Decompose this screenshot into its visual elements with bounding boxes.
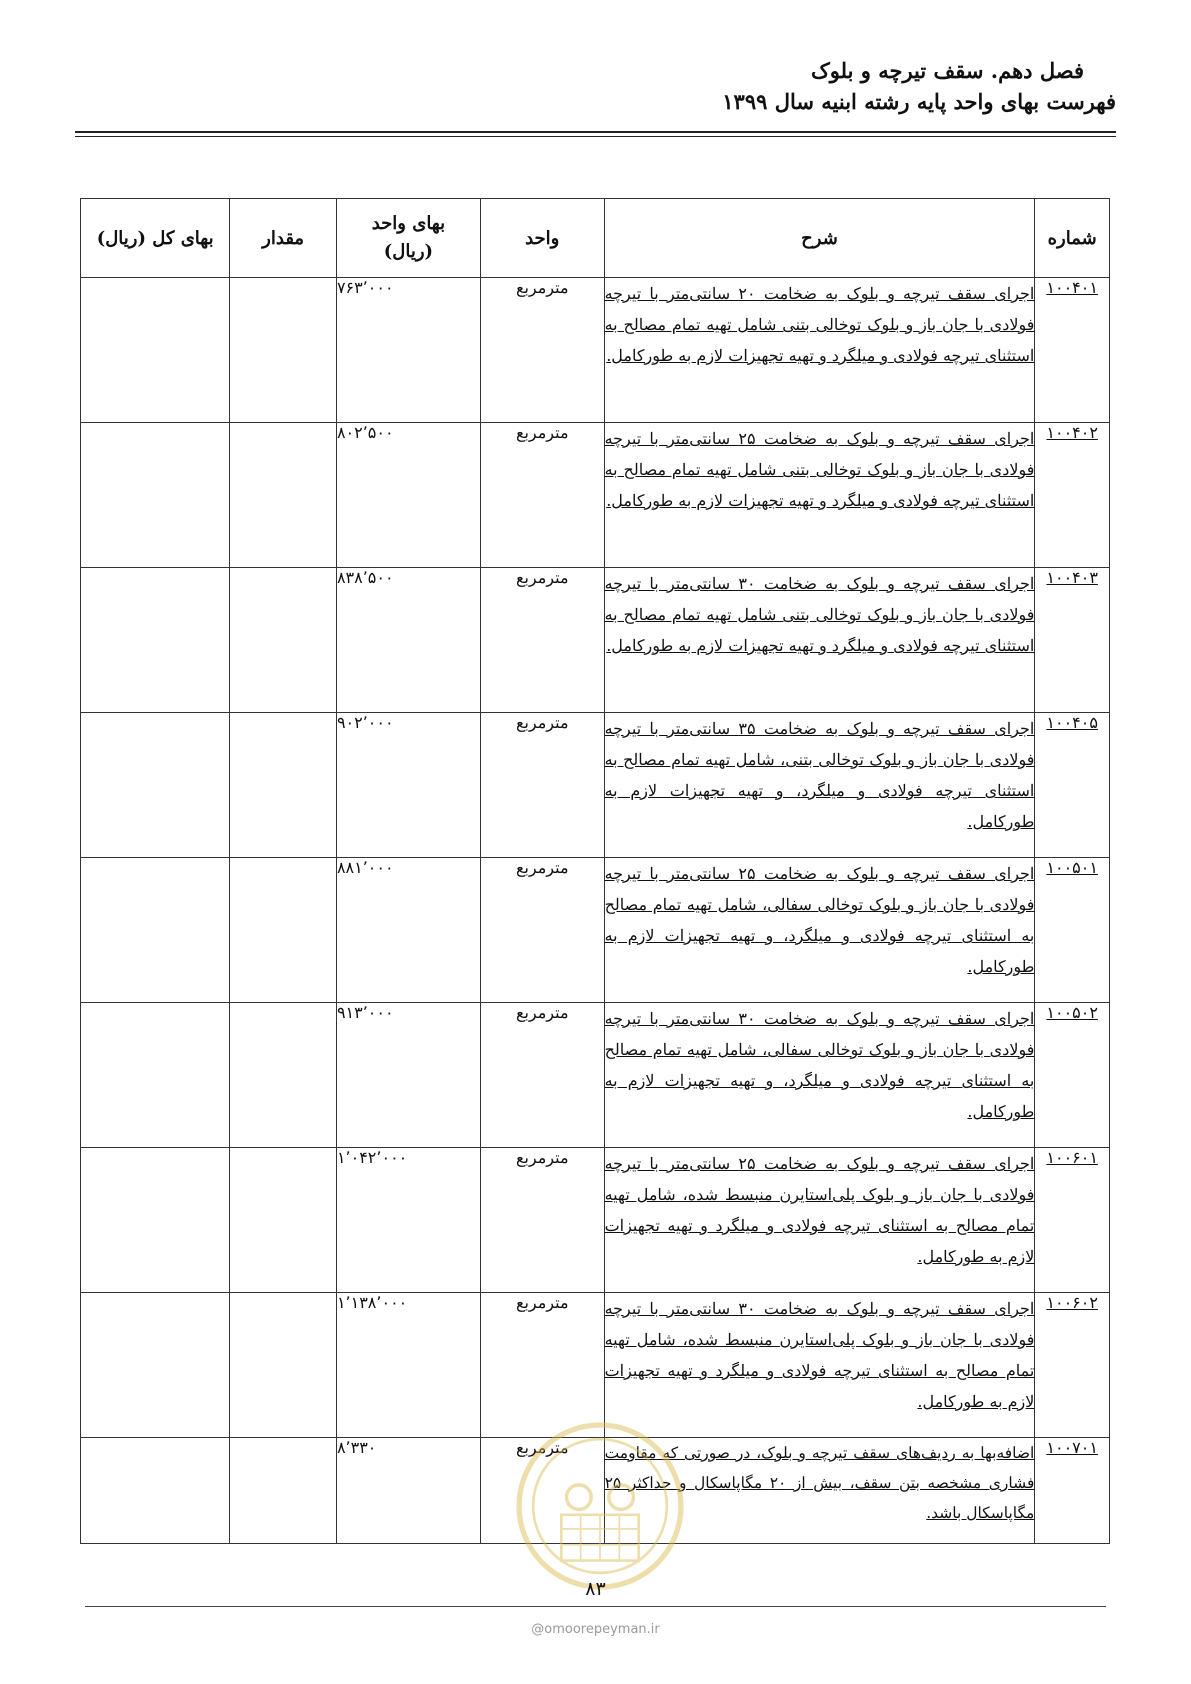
- column-header-description: شرح: [604, 199, 1035, 278]
- item-description-text: اضافه‌بها به ردیف‌های سقف تیرچه و بلوک، در صورتی که مقاومت فشاری مشخصه بتن سقف، بیش از ۲۰ مگاپاسکال و حداکثر ۲۵ مگاپاسکال باشد.: [604, 1444, 1035, 1522]
- item-code: ۱۰۰۵۰۲: [1035, 1003, 1110, 1148]
- item-unit-price: ۷۶۳٬۰۰۰: [336, 278, 480, 423]
- item-quantity: [230, 713, 337, 858]
- item-quantity: [230, 1003, 337, 1148]
- table-row: [81, 1003, 1110, 1148]
- item-code: ۱۰۰۴۰۳: [1035, 568, 1110, 713]
- item-description: [604, 568, 1035, 713]
- item-total: [81, 713, 230, 858]
- item-quantity: [230, 568, 337, 713]
- document-subtitle: فهرست بهای واحد پایه رشته ابنیه سال ۱۳۹۹: [722, 89, 1116, 114]
- item-unit: مترمربع: [480, 1293, 604, 1438]
- item-description-text: اجرای سقف تیرچه و بلوک به ضخامت ۲۵ سانتی‌متر با تیرچه فولادی با جان باز و بلوک پلی‌استایرن منبسط شده، شامل تهیه تمام مصالح به استثنای تیرچه فولادی و میلگرد و تهیه تجهیزات لازم به طورکامل.: [604, 1154, 1035, 1266]
- item-description: [604, 278, 1035, 423]
- table-row: [81, 423, 1110, 568]
- item-quantity: [230, 858, 337, 1003]
- item-description: [604, 1148, 1035, 1293]
- table-row: [81, 713, 1110, 858]
- item-total: [81, 858, 230, 1003]
- item-code: ۱۰۰۴۰۵: [1035, 713, 1110, 858]
- item-description: [604, 1293, 1035, 1438]
- table-row: [81, 1148, 1110, 1293]
- item-quantity: [230, 1293, 337, 1438]
- column-header-unit: واحد: [480, 199, 604, 278]
- item-unit-price: ۸٬۳۳۰: [336, 1438, 480, 1544]
- item-description-text: اجرای سقف تیرچه و بلوک به ضخامت ۳۰ سانتی‌متر با تیرچه فولادی با جان باز و بلوک توخالی سفالی، شامل تهیه تمام مصالح به استثنای تیرچه فولادی و میلگرد، و تهیه تجهیزات لازم به طورکامل.: [604, 1009, 1035, 1121]
- footer-rule: [85, 1606, 1106, 1607]
- item-unit-price: ۸۸۱٬۰۰۰: [336, 858, 480, 1003]
- item-total: [81, 568, 230, 713]
- page-header: [722, 56, 1116, 118]
- item-description-text: اجرای سقف تیرچه و بلوک به ضخامت ۲۵ سانتی‌متر با تیرچه فولادی با جان باز و بلوک توخالی سفالی، شامل تهیه تمام مصالح به استثنای تیرچه فولادی و میلگرد، و تهیه تجهیزات لازم به طورکامل.: [604, 864, 1035, 976]
- column-header-unit-price: بهای واحد (ریال): [336, 199, 480, 278]
- item-unit-price: ۱٬۱۳۸٬۰۰۰: [336, 1293, 480, 1438]
- table-row: [81, 568, 1110, 713]
- column-header-quantity: مقدار: [230, 199, 337, 278]
- item-quantity: [230, 1148, 337, 1293]
- item-description-text: اجرای سقف تیرچه و بلوک به ضخامت ۳۰ سانتی‌متر با تیرچه فولادی با جان باز و بلوک پلی‌استایرن منبسط شده، شامل تهیه تمام مصالح به استثنای تیرچه فولادی و میلگرد و تهیه تجهیزات لازم به طورکامل.: [604, 1299, 1035, 1411]
- price-list-table: [80, 198, 1110, 1544]
- item-description: [604, 713, 1035, 858]
- page-number: ۸۳: [585, 1578, 606, 1600]
- item-total: [81, 423, 230, 568]
- item-total: [81, 278, 230, 423]
- item-unit-price: ۸۰۲٬۵۰۰: [336, 423, 480, 568]
- item-description-text: اجرای سقف تیرچه و بلوک به ضخامت ۲۵ سانتی‌متر با تیرچه فولادی با جان باز و بلوک توخالی بتنی شامل تهیه تمام مصالح به استثنای تیرچه فولادی و میلگرد و تهیه تجهیزات لازم به طورکامل.: [604, 429, 1035, 510]
- item-total: [81, 1293, 230, 1438]
- table-header-row: [81, 199, 1110, 278]
- item-unit: مترمربع: [480, 713, 604, 858]
- item-quantity: [230, 423, 337, 568]
- item-code: ۱۰۰۷۰۱: [1035, 1438, 1110, 1544]
- item-quantity: [230, 1438, 337, 1544]
- watermark-logo: [512, 1418, 688, 1594]
- header-rule-thin: [75, 136, 1116, 137]
- item-unit: مترمربع: [480, 423, 604, 568]
- item-description-text: اجرای سقف تیرچه و بلوک به ضخامت ۳۵ سانتی‌متر با تیرچه فولادی با جان باز و بلوک توخالی بتنی، شامل تهیه تمام مصالح به استثنای تیرچه فولادی و میلگرد، و تهیه تجهیزات لازم به طورکامل.: [604, 719, 1035, 831]
- item-code: ۱۰۰۴۰۲: [1035, 423, 1110, 568]
- watermark-text: @omoorepeyman.ir: [531, 1622, 660, 1637]
- item-total: [81, 1438, 230, 1544]
- item-unit: مترمربع: [480, 568, 604, 713]
- item-unit-price: ۹۱۳٬۰۰۰: [336, 1003, 480, 1148]
- item-code: ۱۰۰۵۰۱: [1035, 858, 1110, 1003]
- item-description: [604, 1003, 1035, 1148]
- item-code: ۱۰۰۴۰۱: [1035, 278, 1110, 423]
- item-unit: مترمربع: [480, 1003, 604, 1148]
- item-unit-price: ۱٬۰۴۲٬۰۰۰: [336, 1148, 480, 1293]
- item-unit: مترمربع: [480, 1438, 604, 1544]
- item-description-text: اجرای سقف تیرچه و بلوک به ضخامت ۳۰ سانتی‌متر با تیرچه فولادی با جان باز و بلوک توخالی بتنی شامل تهیه تمام مصالح به استثنای تیرچه فولادی و میلگرد و تهیه تجهیزات لازم به طورکامل.: [604, 574, 1035, 655]
- header-rule: [75, 131, 1116, 133]
- item-total: [81, 1148, 230, 1293]
- column-header-code: شماره: [1035, 199, 1110, 278]
- item-code: ۱۰۰۶۰۲: [1035, 1293, 1110, 1438]
- item-description: [604, 858, 1035, 1003]
- table-row: [81, 1293, 1110, 1438]
- item-code: ۱۰۰۶۰۱: [1035, 1148, 1110, 1293]
- item-unit: مترمربع: [480, 278, 604, 423]
- item-unit: مترمربع: [480, 1148, 604, 1293]
- item-quantity: [230, 278, 337, 423]
- column-header-total: بهای کل (ریال): [81, 199, 230, 278]
- item-unit-price: ۹۰۲٬۰۰۰: [336, 713, 480, 858]
- table-row: [81, 858, 1110, 1003]
- table-row: [81, 278, 1110, 423]
- chapter-title: فصل دهم. سقف تیرچه و بلوک: [811, 58, 1084, 83]
- item-total: [81, 1003, 230, 1148]
- item-description-text: اجرای سقف تیرچه و بلوک به ضخامت ۲۰ سانتی‌متر با تیرچه فولادی با جان باز و بلوک توخالی بتنی شامل تهیه تمام مصالح به استثنای تیرچه فولادی و میلگرد و تهیه تجهیزات لازم به طورکامل.: [604, 284, 1035, 365]
- item-description: [604, 423, 1035, 568]
- item-unit: مترمربع: [480, 858, 604, 1003]
- item-unit-price: ۸۳۸٬۵۰۰: [336, 568, 480, 713]
